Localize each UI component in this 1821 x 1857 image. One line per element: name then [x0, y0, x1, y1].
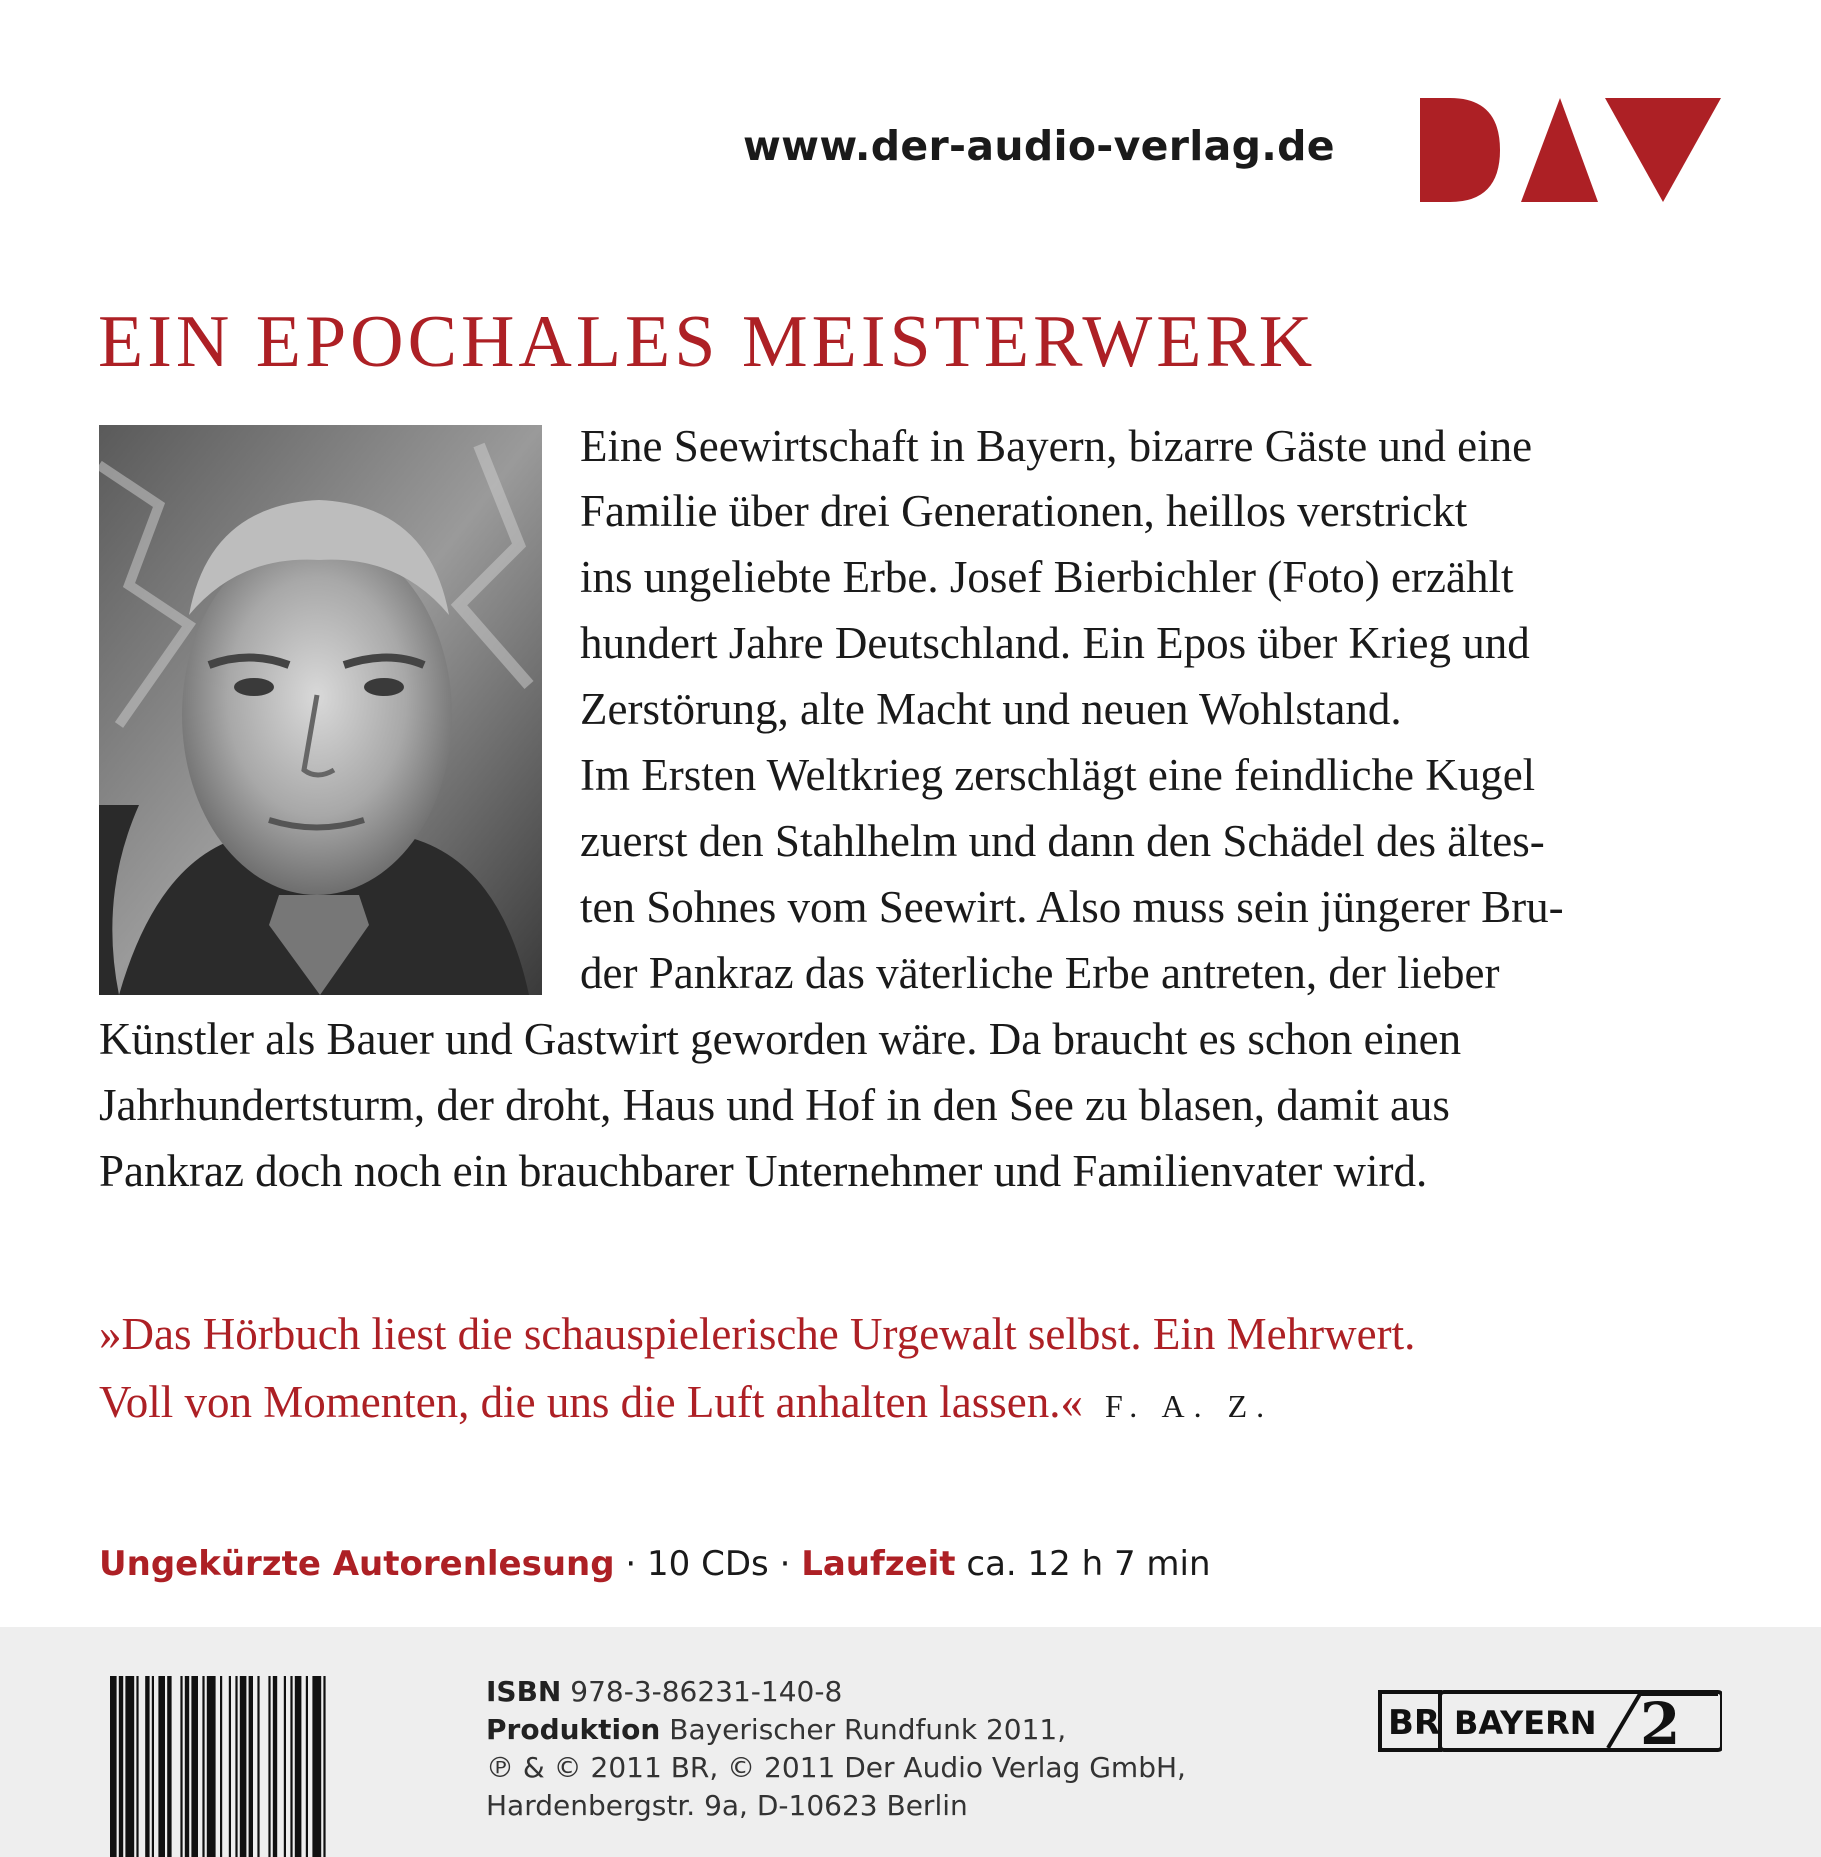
- separator: ·: [768, 1544, 802, 1584]
- dav-logo-icon: [1420, 98, 1722, 202]
- address-line: Hardenbergstr. 9a, D-10623 Berlin: [486, 1789, 968, 1822]
- body-text-line: Familie über drei Generationen, heillos verstrickt: [580, 486, 1468, 536]
- body-text-line: der Pankraz das väterliche Erbe antreten, der lieber: [580, 948, 1500, 998]
- publication-details: [486, 1673, 1186, 1825]
- cd-count: 10 CDs: [647, 1544, 769, 1584]
- quote-source: F. A. Z.: [1105, 1388, 1274, 1424]
- runtime-label: Laufzeit: [801, 1544, 956, 1584]
- edition-type: Ungekürzte Autorenlesung: [99, 1544, 615, 1584]
- press-quote-text: Voll von Momenten, die uns die Luft anhalten lassen.«: [99, 1377, 1084, 1427]
- body-text-line: Pankraz doch noch ein brauchbarer Unternehmer und Familienvater wird.: [99, 1146, 1428, 1196]
- separator: ·: [614, 1544, 648, 1584]
- author-portrait-photo: [99, 425, 542, 995]
- svg-text:BR: BR: [1388, 1703, 1441, 1743]
- body-text-line: ins ungeliebte Erbe. Josef Bierbichler (Foto) erzählt: [580, 552, 1514, 602]
- headline: EIN EPOCHALES MEISTERWERK: [98, 301, 1317, 383]
- br-bayern2-logo-icon: [1378, 1690, 1722, 1752]
- body-text-line: Zerstörung, alte Macht und neuen Wohlstand.: [580, 684, 1402, 734]
- copyright-line: ℗ & © 2011 BR, © 2011 Der Audio Verlag GmbH,: [486, 1751, 1186, 1784]
- runtime-value: ca. 12 h 7 min: [955, 1544, 1211, 1584]
- body-text-line: zuerst den Stahlhelm und dann den Schädel des ältes-: [580, 816, 1545, 866]
- barcode-icon: [110, 1676, 380, 1857]
- svg-text:2: 2: [1640, 1690, 1681, 1752]
- body-text-line: Künstler als Bauer und Gastwirt geworden wäre. Da braucht es schon einen: [99, 1014, 1462, 1064]
- production-value: Bayerischer Rundfunk 2011,: [669, 1713, 1067, 1746]
- body-text-line: hundert Jahre Deutschland. Ein Epos über Krieg und: [580, 618, 1530, 668]
- press-quote-line-1: »Das Hörbuch liest die schauspielerische Urgewalt selbst. Ein Mehrwert.: [99, 1309, 1416, 1359]
- isbn-label: ISBN: [486, 1675, 562, 1708]
- press-quote-line-2: [99, 1377, 1274, 1427]
- product-info: [99, 1544, 1211, 1584]
- body-text-line: Jahrhundertsturm, der droht, Haus und Hof in den See zu blasen, damit aus: [99, 1080, 1450, 1130]
- isbn-value: 978-3-86231-140-8: [570, 1675, 843, 1708]
- website-url: www.der-audio-verlag.de: [743, 122, 1335, 170]
- production-label: Produktion: [486, 1713, 661, 1746]
- body-text-line: Eine Seewirtschaft in Bayern, bizarre Gäste und eine: [580, 421, 1533, 471]
- body-text-line: Im Ersten Weltkrieg zerschlägt eine feindliche Kugel: [580, 750, 1536, 800]
- svg-text:BAYERN: BAYERN: [1454, 1704, 1597, 1742]
- body-text-line: ten Sohnes vom Seewirt. Also muss sein jüngerer Bru-: [580, 882, 1564, 932]
